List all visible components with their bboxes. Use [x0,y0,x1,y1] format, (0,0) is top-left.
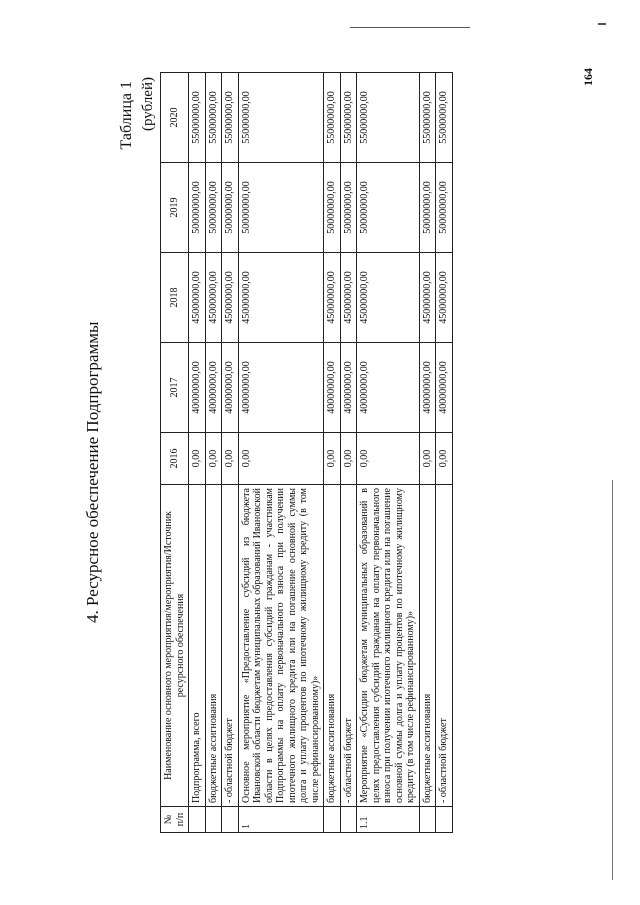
header-2018: 2018 [161,253,189,343]
header-no: № п/п [161,807,189,833]
value-2018: 45000000,00 [419,253,436,343]
row-name: - областной бюджет [340,485,357,807]
units-label: (рублей) [140,77,156,132]
value-2018: 45000000,00 [189,253,206,343]
row-no [205,807,222,833]
row-no [419,807,436,833]
row-name: бюджетные ассигнования [205,485,222,807]
value-2019: 50000000,00 [205,163,222,253]
value-2018: 45000000,00 [436,253,453,343]
value-2018: 45000000,00 [205,253,222,343]
row-no: 1.1 [357,807,420,833]
value-2018: 45000000,00 [238,253,324,343]
value-2020: 55000000,00 [324,73,341,163]
table-row [436,73,453,833]
value-2019: 50000000,00 [436,163,453,253]
value-2020: 55000000,00 [436,73,453,163]
table-row [222,73,239,833]
row-no [222,807,239,833]
row-name: бюджетные ассигнования [324,485,341,807]
table-row [419,73,436,833]
value-2016: 0,00 [324,433,341,485]
header-2019: 2019 [161,163,189,253]
row-name: Основное мероприятие «Предоставление субсидий из бюджета Ивановской области бюджетам муниципальных образований Ивановской области в целях предоставления субсидий гражданам - участникам Подпрограммы на оплату первоначального взноса при получении ипотечного жилищного кредита или на погашение основной суммы долга и уплату процентов по ипотечному жилищному кредиту (в том числе рефинансированному)» [238,485,324,807]
row-name: бюджетные ассигнования [419,485,436,807]
value-2019: 50000000,00 [238,163,324,253]
value-2017: 40000000,00 [238,343,324,433]
value-2016: 0,00 [189,433,206,485]
section-title: 4. Ресурсное обеспечение Подпрограммы [83,321,102,623]
value-2020: 55000000,00 [340,73,357,163]
header-2017: 2017 [161,343,189,433]
row-no [189,807,206,833]
table-row [238,73,324,833]
scan-artifact-top [350,27,470,28]
table-row [357,73,420,833]
header-2020: 2020 [161,73,189,163]
table-header-row [161,73,189,833]
value-2020: 55000000,00 [205,73,222,163]
value-2017: 40000000,00 [205,343,222,433]
value-2020: 55000000,00 [238,73,324,163]
page-number: 164 [581,68,595,86]
row-name: - областной бюджет [436,485,453,807]
table-caption: Таблица 1 [118,81,135,150]
header-2016: 2016 [161,433,189,485]
value-2016: 0,00 [205,433,222,485]
resource-table [160,72,453,833]
value-2016: 0,00 [340,433,357,485]
value-2019: 50000000,00 [419,163,436,253]
value-2017: 40000000,00 [324,343,341,433]
value-2017: 40000000,00 [357,343,420,433]
scan-artifact-right [612,480,613,880]
table-row [189,73,206,833]
rotated-content [80,73,600,833]
value-2016: 0,00 [238,433,324,485]
value-2016: 0,00 [357,433,420,485]
value-2017: 40000000,00 [419,343,436,433]
value-2019: 50000000,00 [357,163,420,253]
value-2016: 0,00 [436,433,453,485]
value-2018: 45000000,00 [340,253,357,343]
value-2019: 50000000,00 [340,163,357,253]
value-2019: 50000000,00 [189,163,206,253]
value-2017: 40000000,00 [340,343,357,433]
value-2018: 45000000,00 [324,253,341,343]
value-2017: 40000000,00 [436,343,453,433]
value-2017: 40000000,00 [189,343,206,433]
value-2017: 40000000,00 [222,343,239,433]
row-name: - областной бюджет [222,485,239,807]
row-no: 1 [238,807,324,833]
row-name: Подпрограмма, всего [189,485,206,807]
scan-artifact-corner [598,23,606,25]
value-2019: 50000000,00 [324,163,341,253]
value-2016: 0,00 [419,433,436,485]
row-name: Мероприятие «Субсидии бюджетам муниципальных образований в целях предоставления субсидий гражданам на оплату первоначального взноса при получении ипотечного жилищного кредита или на погашение основной суммы долга и уплату процентов по ипотечному жилищному кредиту (в том числе рефинансированному)» [357,485,420,807]
header-name: Наименование основного мероприятия/мероприятия/Источник ресурсного обеспечения [161,485,189,807]
value-2018: 45000000,00 [222,253,239,343]
row-no [340,807,357,833]
value-2020: 55000000,00 [189,73,206,163]
value-2018: 45000000,00 [357,253,420,343]
value-2020: 55000000,00 [222,73,239,163]
table-row [324,73,341,833]
value-2020: 55000000,00 [419,73,436,163]
row-no [324,807,341,833]
table-row [205,73,222,833]
table-row [340,73,357,833]
value-2020: 55000000,00 [357,73,420,163]
row-no [436,807,453,833]
value-2019: 50000000,00 [222,163,239,253]
value-2016: 0,00 [222,433,239,485]
